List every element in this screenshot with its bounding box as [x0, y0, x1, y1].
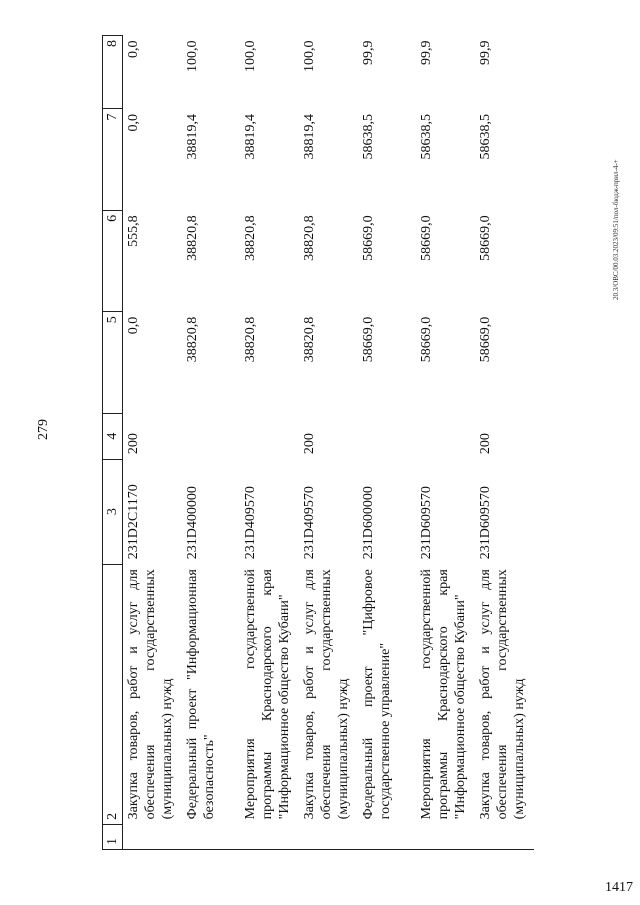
cell-v8: 99,9 — [478, 40, 493, 65]
cell-v7: 38819,4 — [302, 113, 317, 160]
cell-num — [416, 824, 475, 849]
page-number: 279 — [36, 419, 51, 440]
cell-code: 231D2C1170 — [126, 484, 141, 560]
cell-v8: 99,9 — [361, 40, 376, 65]
col-header-8: 8 — [103, 36, 123, 109]
cell-v7: 58638,5 — [478, 113, 493, 160]
cell-num — [240, 824, 299, 849]
cell-v8: 0,0 — [126, 40, 141, 58]
col-header-2: 2 — [103, 564, 123, 824]
cell-v6: 58669,0 — [478, 215, 493, 261]
col-header-6: 6 — [103, 210, 123, 311]
cell-name: Мероприятия государственной программы Краснодарского края "Информационное общество Кубани" — [419, 569, 468, 820]
cell-num — [182, 824, 240, 849]
cell-v6: 555,8 — [126, 215, 141, 247]
table-row — [123, 36, 183, 850]
bottom-page-number: 1417 — [605, 880, 633, 895]
cell-v8: 100,0 — [302, 40, 317, 72]
col-header-3: 3 — [103, 459, 123, 564]
cell-name: Федеральный проект "Информационная безопасность" — [185, 569, 217, 820]
cell-v5: 58669,0 — [419, 316, 434, 363]
cell-name: Федеральный проект "Цифровое государственное управление" — [361, 569, 393, 820]
cell-code: 231D600000 — [361, 486, 376, 560]
cell-name: Закупка товаров, работ и услуг для обеспечения государственных (муниципальных) нужд — [302, 569, 351, 820]
cell-code: 231D409570 — [302, 486, 317, 560]
cell-v7: 38819,4 — [243, 113, 258, 160]
cell-v5: 38820,8 — [302, 316, 317, 363]
cell-v6: 58669,0 — [361, 215, 376, 261]
cell-vr — [182, 413, 240, 459]
cell-v6: 38820,8 — [302, 215, 317, 261]
table-row — [182, 36, 240, 850]
cell-num — [358, 824, 416, 849]
table-row — [475, 36, 534, 850]
cell-code: 231D409570 — [243, 486, 258, 560]
col-header-5: 5 — [103, 312, 123, 413]
cell-code: 231D609570 — [419, 486, 434, 560]
cell-vr — [416, 413, 475, 459]
cell-v6: 38820,8 — [185, 215, 200, 261]
cell-num — [475, 824, 534, 849]
col-header-4: 4 — [103, 413, 123, 459]
cell-v5: 58669,0 — [478, 316, 493, 363]
table-row — [299, 36, 358, 850]
cell-v7: 58638,5 — [419, 113, 434, 160]
cell-v5: 38820,8 — [243, 316, 258, 363]
budget-table-container — [102, 35, 540, 850]
table-header-row — [103, 36, 123, 850]
cell-num — [299, 824, 358, 849]
cell-v8: 100,0 — [185, 40, 200, 72]
cell-v5: 0,0 — [126, 316, 141, 335]
cell-v6: 38820,8 — [243, 215, 258, 261]
table-row — [358, 36, 416, 850]
cell-v5: 58669,0 — [361, 316, 376, 363]
side-document-code: 20.3/ОВС/00.03.2023/09:51/пол-бюдж-прил-4-+ — [612, 159, 620, 300]
cell-vr — [358, 413, 416, 459]
cell-v8: 100,0 — [243, 40, 258, 72]
cell-v7: 0,0 — [126, 113, 141, 132]
cell-name: Закупка товаров, работ и услуг для обеспечения государственных (муниципальных) нужд — [126, 569, 175, 820]
cell-code: 231D609570 — [478, 486, 493, 560]
budget-table — [102, 35, 534, 850]
table-row — [240, 36, 299, 850]
cell-v7: 38819,4 — [185, 113, 200, 160]
col-header-7: 7 — [103, 109, 123, 210]
cell-vr: 200 — [478, 433, 493, 455]
cell-num — [123, 824, 183, 849]
table-row — [416, 36, 475, 850]
cell-v8: 99,9 — [419, 40, 434, 65]
cell-v6: 58669,0 — [419, 215, 434, 261]
cell-name: Закупка товаров, работ и услуг для обеспечения государственных (муниципальных) нужд — [478, 569, 527, 820]
cell-code: 231D400000 — [185, 486, 200, 560]
cell-name: Мероприятия государственной программы Краснодарского края "Информационное общество Кубани" — [243, 569, 292, 820]
cell-vr — [240, 413, 299, 459]
cell-vr: 200 — [126, 433, 141, 455]
cell-v5: 38820,8 — [185, 316, 200, 363]
cell-v7: 58638,5 — [361, 113, 376, 160]
cell-vr: 200 — [302, 433, 317, 455]
col-header-1: 1 — [103, 824, 123, 849]
